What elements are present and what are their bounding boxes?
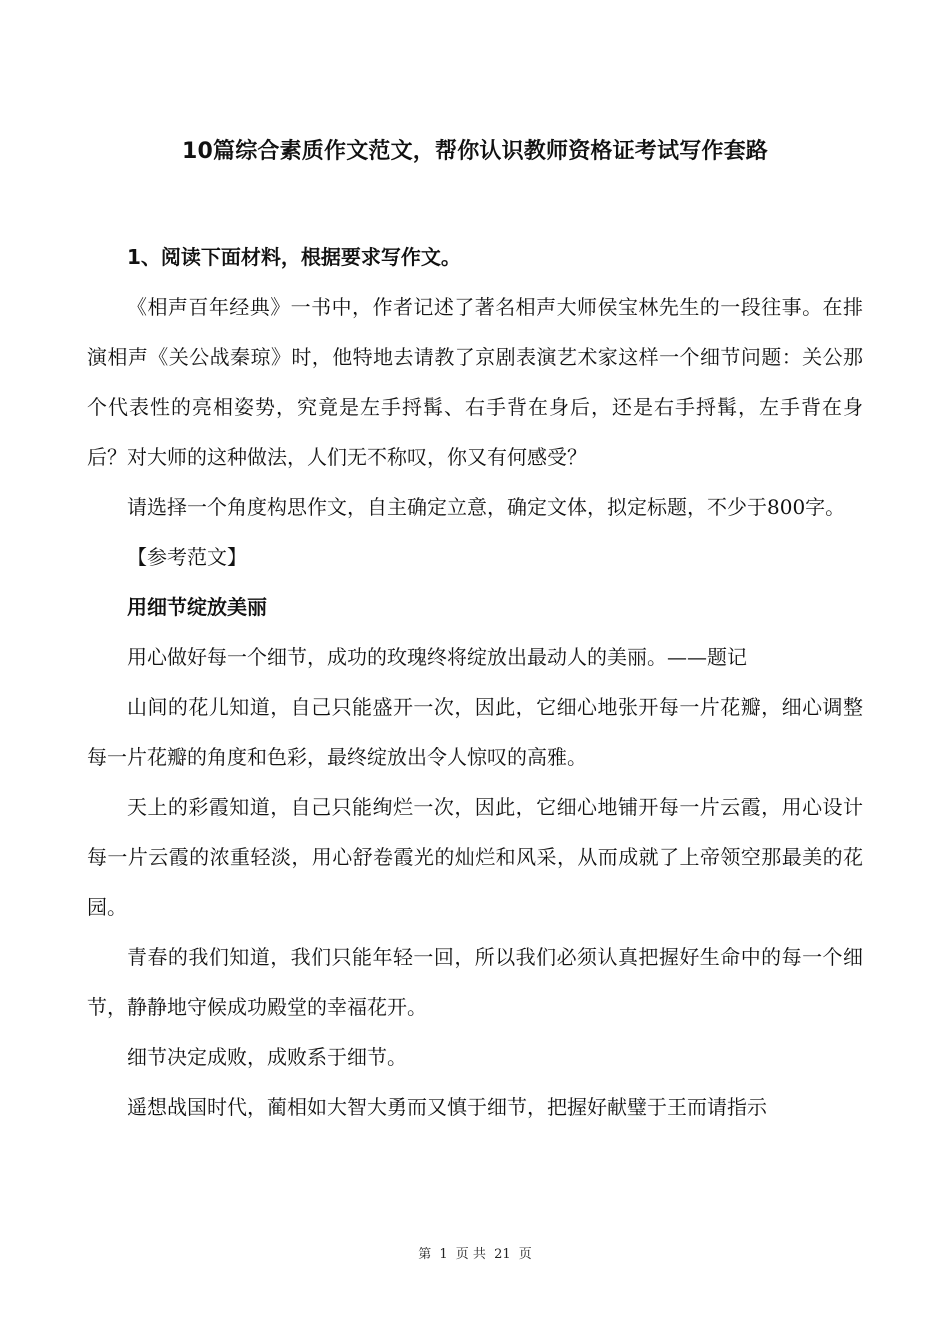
question-heading: 1、阅读下面材料，根据要求写作文。: [127, 245, 461, 269]
material-paragraph: 《相声百年经典》一书中，作者记述了著名相声大师侯宝林先生的一段往事。在排演相声《关公战秦琼》时，他特地去请教了京剧表演艺术家这样一个细节问题：关公那个代表性的亮相姿势，究竟是左手捋髯、右手背在身后，还是右手捋髯，左手背在身后？对大师的这种做法，人们无不称叹，你又有何感受？: [87, 295, 863, 469]
page-footer: [0, 1246, 950, 1264]
requirement-paragraph: 请选择一个角度构思作文，自主确定立意，确定文体，拟定标题，不少于800字。: [127, 495, 846, 519]
essay-paragraph: 山间的花儿知道，自己只能盛开一次，因此，它细心地张开每一片花瓣，细心调整每一片花瓣的角度和色彩，最终绽放出令人惊叹的高雅。: [87, 695, 863, 769]
footer-middle: 页 共: [455, 1247, 486, 1262]
essay-paragraph: 遥想战国时代，蔺相如大智大勇而又慎于细节，把握好献璧于王而请指示: [127, 1095, 767, 1119]
document-body: [87, 232, 863, 1132]
reference-label: 【参考范文】: [127, 545, 247, 569]
essay-paragraph: 天上的彩霞知道，自己只能绚烂一次，因此，它细心地铺开每一片云霞，用心设计每一片云霞的浓重轻淡，用心舒卷霞光的灿烂和风采，从而成就了上帝领空那最美的花园。: [87, 795, 863, 919]
essay-title: 用细节绽放美丽: [127, 595, 267, 619]
footer-total-pages: 21: [494, 1247, 511, 1262]
essay-epigraph: 用心做好每一个细节，成功的玫瑰终将绽放出最动人的美丽。——题记: [127, 645, 747, 669]
footer-prefix: 第: [418, 1247, 432, 1262]
essay-paragraph: 青春的我们知道，我们只能年轻一回，所以我们必须认真把握好生命中的每一个细节，静静地守候成功殿堂的幸福花开。: [87, 945, 863, 1019]
essay-paragraph: 细节决定成败，成败系于细节。: [127, 1045, 407, 1069]
footer-suffix: 页: [518, 1247, 532, 1262]
document-title: 10篇综合素质作文范文，帮你认识教师资格证考试写作套路: [181, 139, 769, 164]
footer-page-number: 1: [439, 1247, 448, 1262]
